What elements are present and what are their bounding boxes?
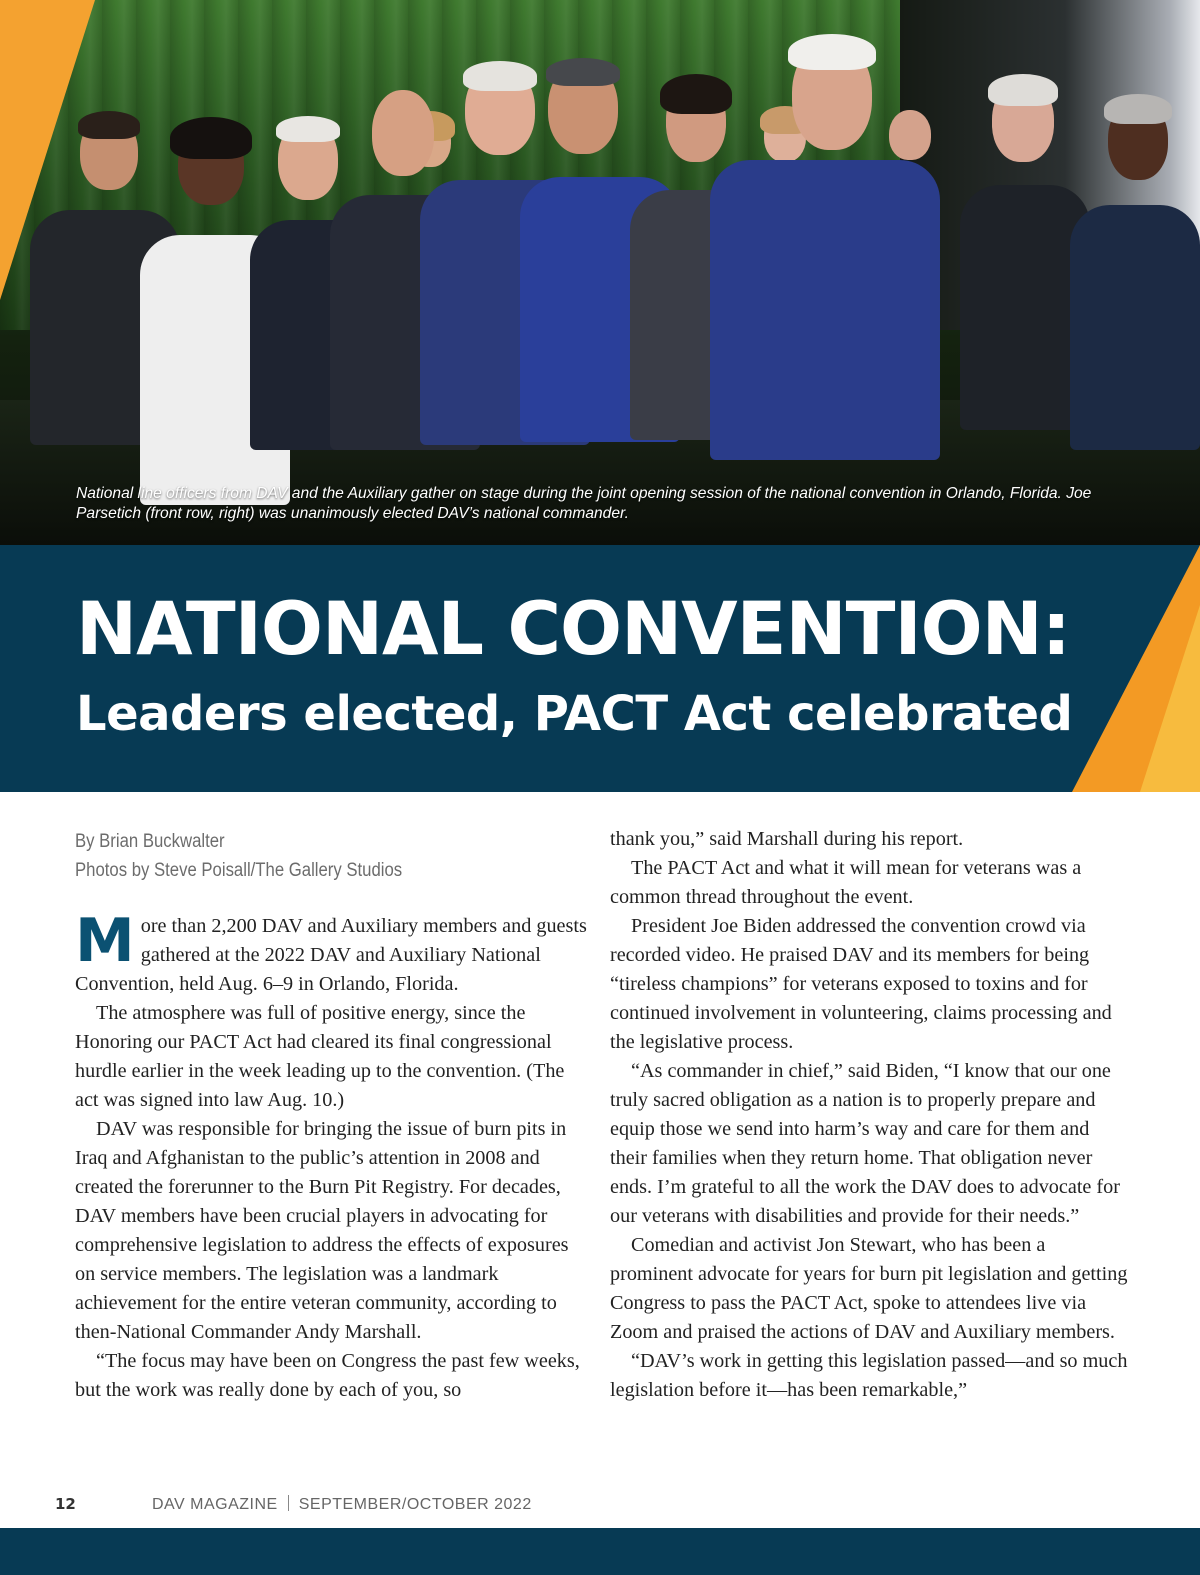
paragraph: “As commander in chief,” said Biden, “I know that our one truly sacred obligation as a nation is to properly prepare and equip those we send into harm’s way and care for them and their families when they return home. That obligation never ends. I’m grateful to all the work the DAV does to advocate for our veterans with disabilities and provide for their needs.” [610,1060,1120,1227]
article-column-right [610,825,1130,1405]
footer-divider [288,1495,289,1511]
page-title: NATIONAL CONVENTION: [76,587,1070,672]
issue-date: SEPTEMBER/OCTOBER 2022 [298,1496,532,1513]
byline-author: By Brian Buckwalter [75,831,225,852]
page-subtitle: Leaders elected, PACT Act celebrated [76,686,1073,742]
magazine-name: DAV MAGAZINE [152,1496,278,1513]
photo-caption: National line officers from DAV and the Auxiliary gather on stage during the joint opening session of the national convention in Orlando, Florida. Joe Parsetich (front row, right) was unanimously elected DAV’s national commander. [76,485,1092,522]
orange-accent-stripe [0,0,95,300]
article-column-left [75,906,587,1405]
running-footer [152,1495,532,1514]
page-number: 12 [55,1495,76,1513]
paragraph: The PACT Act and what it will mean for veterans was a common thread throughout the event. [610,857,1082,908]
byline [75,827,447,885]
hero-photo [0,0,1200,545]
paragraph: thank you,” said Marshall during his report. [610,828,964,850]
footer-bar [0,1528,1200,1575]
paragraph: President Joe Biden addressed the convention crowd via recorded video. He praised DAV and its members for being “tireless champions” for veterans exposed to toxins and for continued involvement in volunteering, claims processing and the legislative process. [610,915,1112,1053]
paragraph: Comedian and activist Jon Stewart, who has been a prominent advocate for years for burn pit legislation and getting Congress to pass the PACT Act, spoke to attendees live via Zoom and praised the actions of DAV and Auxiliary members. [610,1234,1128,1343]
paragraph: DAV was responsible for bringing the issue of burn pits in Iraq and Afghanistan to the public’s attention in 2008 and created the forerunner to the Burn Pit Registry. For decades, DAV members have been crucial players in advocating for comprehensive legislation to address the effects of exposures on service members. The legislation was a landmark achievement for the entire veteran community, according to then-National Commander Andy Marshall. [75,1118,569,1343]
byline-photos: Photos by Steve Poisall/The Gallery Studios [75,860,403,881]
drop-cap: M [75,906,135,976]
paragraph: More than 2,200 DAV and Auxiliary members and guests gathered at the 2022 DAV and Auxiliary National Convention, held Aug. 6–9 in Orlando, Florida. [75,906,587,995]
paragraph: The atmosphere was full of positive energy, since the Honoring our PACT Act had cleared its final congressional hurdle earlier in the week leading up to the convention. (The act was signed into law Aug. 10.) [75,1002,565,1111]
person-10 [1070,100,1200,450]
paragraph: “DAV’s work in getting this legislation passed—and so much legislation before it—has been remarkable,” [610,1350,1128,1401]
paragraph: “The focus may have been on Congress the past few weeks, but the work was really done by each of you, so [75,1350,580,1401]
person-8 [710,40,940,460]
